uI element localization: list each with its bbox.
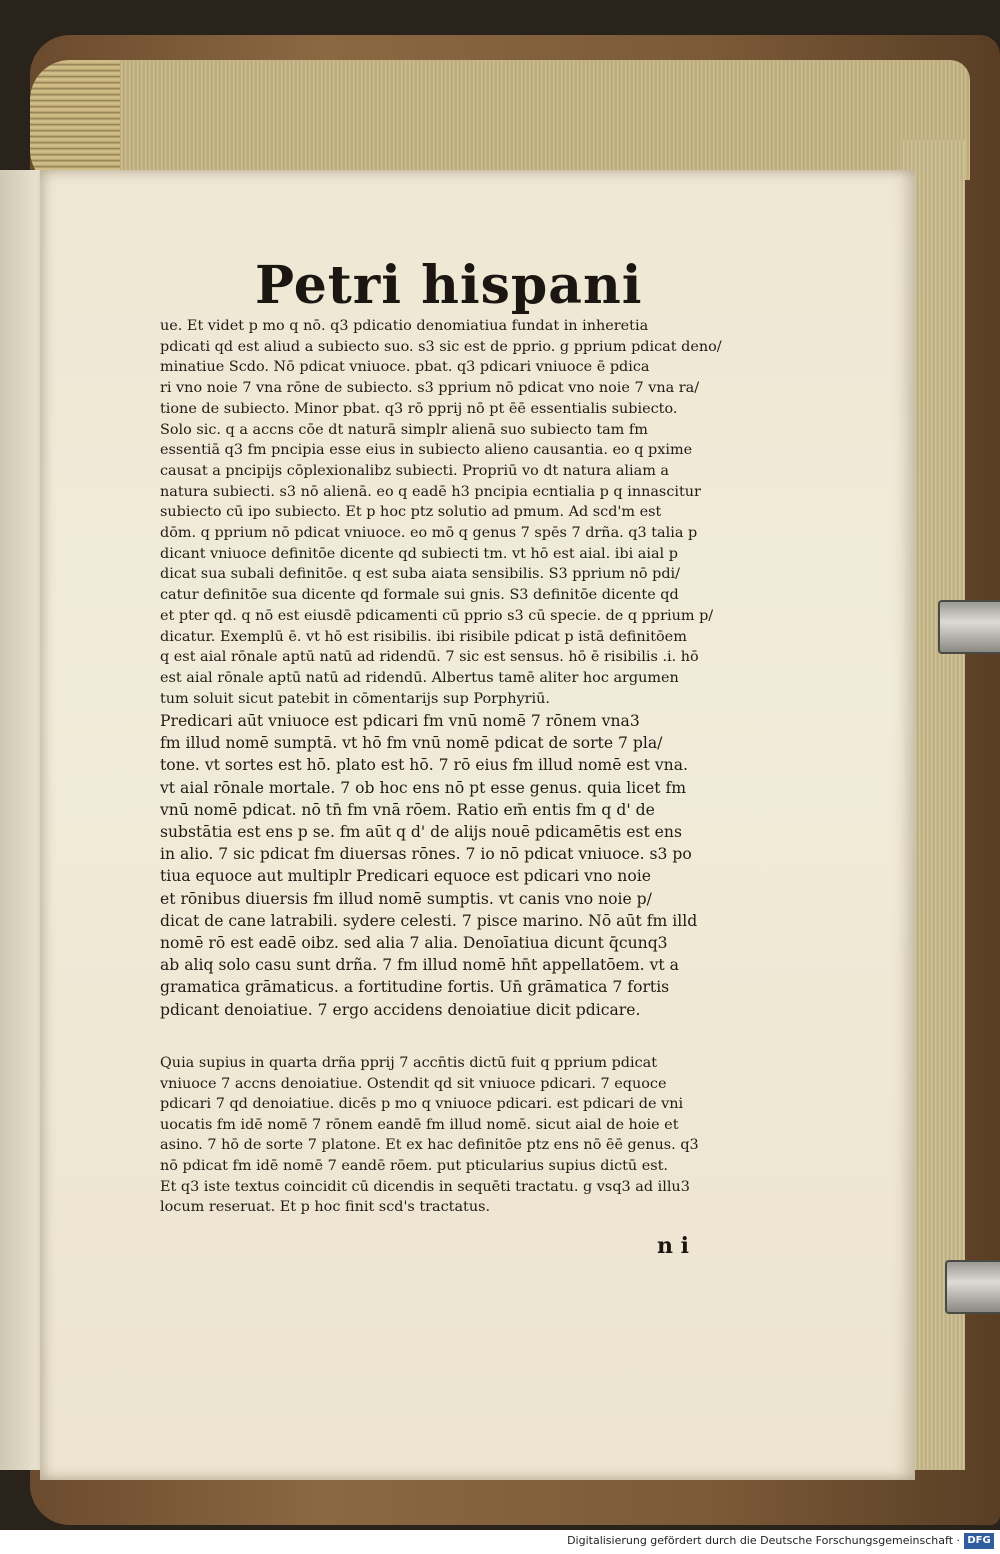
funding-credit: Digitalisierung gefördert durch die Deutsche Forschungsgemeinschaft · xyxy=(567,1534,960,1547)
text-line: ab aliq solo casu sunt drña. 7 fm illud nomē hn̄t appellatōem. vt a xyxy=(160,956,679,975)
footer-bar xyxy=(0,1530,1000,1554)
text-line: locum reseruat. Et p hoc finit scd's tractatus. xyxy=(160,1199,491,1216)
text-line: dicat sua subali definitōe. q est suba aiata sensibilis. S3 pprium nō pdi/ xyxy=(160,566,680,583)
text-line: ri vno noie 7 vna rōne de subiecto. s3 pprium nō pdicat vno noie 7 vna ra/ xyxy=(160,380,700,397)
text-line: et pter qd. q nō est eiusdē pdicamenti cū pprio s3 cū specie. de q pprium p/ xyxy=(160,607,714,624)
text-line: Predicari aūt vniuoce est pdicari fm vnū nomē 7 rōnem vna3 xyxy=(160,712,640,730)
text-line: nō pdicat fm idē nomē 7 eandē rōem. put pticularius supius dictū est. xyxy=(160,1157,669,1174)
text-line: vnū nomē pdicat. nō tn̄ fm vnā rōem. Ratio em̄ entis fm q d' de xyxy=(160,800,655,819)
text-block-1 xyxy=(160,316,780,709)
text-line: subiecto cū ipo subiecto. Et p hoc ptz solutio ad pmum. Ad scd'm est xyxy=(160,504,662,521)
text-line: vniuoce 7 accns denoiatiue. Ostendit qd sit vniuoce pdicari. 7 equoce xyxy=(160,1075,667,1092)
text-line: asino. 7 hō de sorte 7 platone. Et ex hac definitōe ptz ens nō ēē genus. q3 xyxy=(160,1137,699,1154)
text-line: dōm. q pprium nō pdicat vniuoce. eo mō q genus 7 spēs 7 drña. q3 talia p xyxy=(160,525,698,542)
text-line: tione de subiecto. Minor pbat. q3 rō pprij nō pt ēē essentialis subiecto. xyxy=(160,400,678,417)
text-line: Et q3 iste textus coincidit cū dicendis in sequēti tractatu. g vsq3 ad illu3 xyxy=(160,1178,690,1195)
page-heading: Petri hispani xyxy=(255,255,643,316)
signature-mark: n i xyxy=(657,1233,690,1259)
text-line: pdicari 7 qd denoiatiue. dicēs p mo q vniuoce pdicari. est pdicari de vni xyxy=(160,1096,684,1113)
text-line: Quia supius in quarta drña pprij 7 accn̄tis dictū fuit q pprium pdicat xyxy=(160,1055,658,1071)
text-line: dicat de cane latrabili. sydere celesti. 7 pisce marino. Nō aūt fm illd xyxy=(160,911,698,930)
clasp-icon xyxy=(945,1260,1000,1314)
text-line: catur definitōe sua dicente qd formale sui gnis. S3 definitōe dicente qd xyxy=(160,587,679,604)
text-line: tone. vt sortes est hō. plato est hō. 7 rō eius fm illud nomē est vna. xyxy=(160,756,688,775)
text-line: Solo sic. q a accns cōe dt naturā simplr alienā suo subiecto tam fm xyxy=(160,421,648,438)
text-line: minatiue Scdo. Nō pdicat vniuoce. pbat. q3 pdicari vniuoce ē pdica xyxy=(160,359,650,376)
text-line: et rōnibus diuersis fm illud nomē sumptis. vt canis vno noie p/ xyxy=(160,889,652,908)
text-line: fm illud nomē sumptā. vt hō fm vnū nomē pdicat de sorte 7 pla/ xyxy=(160,734,663,753)
text-block-2 xyxy=(160,710,775,1021)
page-edges-top xyxy=(70,60,970,180)
text-line: substātia est ens p se. fm aūt q d' de alijs nouē pdicamētis est ens xyxy=(160,823,682,842)
text-line: ue. Et videt p mo q nō. q3 pdicatio denomiatiua fundat in inheretia xyxy=(160,318,649,334)
text-block-3 xyxy=(160,1053,780,1218)
text-line: nomē rō est eadē oibz. sed alia 7 alia. Denoīatiua dicunt q̄cunq3 xyxy=(160,934,668,953)
text-line: tiua equoce aut multiplr Predicari equoce est pdicari vno noie xyxy=(160,867,651,886)
text-line: pdicati qd est aliud a subiecto suo. s3 sic est de pprio. g pprium pdicat deno/ xyxy=(160,338,722,355)
text-line: uocatis fm idē nomē 7 rōnem eandē fm illud nomē. sicut aial de hoie et xyxy=(160,1116,679,1133)
text-line: natura subiecti. s3 nō alienā. eo q eadē h3 pncipia ecntialia p q innascitur xyxy=(160,483,701,500)
text-line: causat a pncipijs cōplexionalibz subiecti. Propriū vo dt natura aliam a xyxy=(160,462,669,479)
clasp-icon xyxy=(938,600,1000,654)
text-line: q est aial rōnale aptū natū ad ridendū. 7 sic est sensus. hō ē risibilis .i. hō xyxy=(160,649,699,666)
text-line: gramatica grāmaticus. a fortitudine fortis. Un̄ grāmatica 7 fortis xyxy=(160,978,670,997)
text-line: vt aial rōnale mortale. 7 ob hoc ens nō pt esse genus. quia licet fm xyxy=(160,778,686,797)
text-line: dicatur. Exemplū ē. vt hō est risibilis. ibi risibile pdicat p istā definitōem xyxy=(160,628,687,645)
text-line: tum soluit sicut patebit in cōmentarijs sup Porphyriū. xyxy=(160,690,550,707)
text-line: dicant vniuoce definitōe dicente qd subiecti tm. vt hō est aial. ibi aial p xyxy=(160,545,678,562)
text-line: essentiā q3 fm pncipia esse eius in subiecto alieno causantia. eo q pxime xyxy=(160,442,693,459)
text-line: pdicant denoiatiue. 7 ergo accidens denoiatiue dicit pdicare. xyxy=(160,1000,641,1019)
dfg-logo: DFG xyxy=(964,1533,994,1549)
text-line: est aial rōnale aptū natū ad ridendū. Albertus tamē aliter hoc argumen xyxy=(160,669,679,686)
text-line: in alio. 7 sic pdicat fm diuersas rōnes. 7 io nō pdicat vniuoce. s3 po xyxy=(160,845,692,864)
